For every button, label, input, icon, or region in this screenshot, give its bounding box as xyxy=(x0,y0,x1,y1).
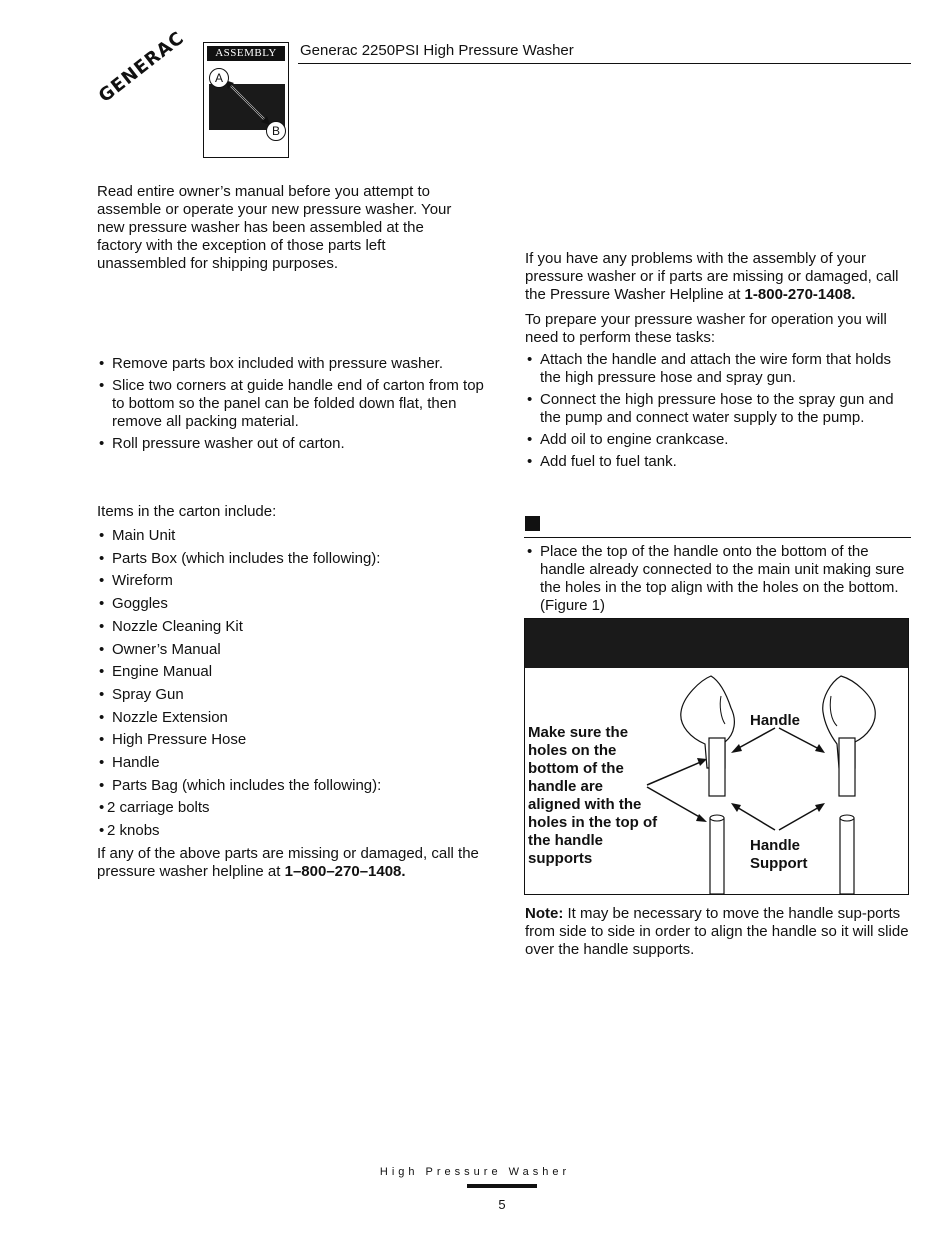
list-item: • Attach the handle and attach the wire form that holds the high pressure hose and spray gun. xyxy=(525,351,905,387)
callout-holes: Make sure the holes on the bottom of the handle are aligned with the holes in the top of the handle supports xyxy=(528,724,658,867)
list-item: • Remove parts box included with pressure washer. xyxy=(97,355,487,373)
footer-bar xyxy=(467,1184,537,1188)
helpline-phone: 1–800–270–1408. xyxy=(284,863,406,880)
assembly-icon-title: ASSEMBLY xyxy=(207,46,285,61)
header-rule xyxy=(298,63,911,64)
list-item: • Nozzle Cleaning Kit xyxy=(97,616,497,639)
list-item: • Owner’s Manual xyxy=(97,639,497,662)
note-text: It may be necessary to move the handle sup-ports from side to side in order to align the handle so it will slide over the handle supports. xyxy=(525,905,909,958)
assembly-arrow-icon xyxy=(204,43,290,159)
list-item: • Add oil to engine crankcase. xyxy=(525,431,905,449)
prepare-intro: To prepare your pressure washer for operation you will need to perform these tasks: xyxy=(525,311,887,346)
list-item: • Goggles xyxy=(97,593,497,616)
figure-1 xyxy=(524,618,909,895)
carton-list xyxy=(97,525,497,843)
problems-paragraph xyxy=(525,250,915,304)
list-item: • Connect the high pressure hose to the spray gun and the pump and connect water supply to the pump. xyxy=(525,391,905,427)
generac-logo: GENERAC xyxy=(94,27,189,107)
list-item: • Wireform xyxy=(97,570,497,593)
list-item: • Parts Box (which includes the following): xyxy=(97,548,497,571)
figure-header-bar xyxy=(525,619,908,668)
list-item: • Main Unit xyxy=(97,525,497,548)
carton-intro: Items in the carton include: xyxy=(97,503,277,520)
missing-parts-text: If any of the above parts are missing or damaged, call the pressure washer helpline at xyxy=(97,845,479,880)
list-item: • Add fuel to fuel tank. xyxy=(525,453,905,471)
list-item: • Roll pressure washer out of carton. xyxy=(97,435,487,453)
list-item: • Nozzle Extension xyxy=(97,707,497,730)
callout-handle-support: Handle Support xyxy=(750,837,808,872)
list-item: • 2 carriage bolts xyxy=(97,797,497,820)
label-b-circle: B xyxy=(266,121,286,141)
section-rule xyxy=(524,537,911,538)
label-a-circle: A xyxy=(209,68,229,88)
list-item: • Engine Manual xyxy=(97,661,497,684)
handle-illustration xyxy=(525,668,908,894)
intro-paragraph: Read entire owner’s manual before you attempt to assemble or operate your new pressure washer. Your new pressure washer has been assembled at the factory with the exception of those parts left unassembled for shipping purposes. xyxy=(97,183,452,272)
list-item: • 2 knobs xyxy=(97,820,497,843)
helpline-phone-right: 1-800-270-1408. xyxy=(744,286,856,303)
list-item: • Slice two corners at guide handle end of carton from top to bottom so the panel can be folded down flat, then remove all packing material. xyxy=(97,377,487,431)
list-item: • Spray Gun xyxy=(97,684,497,707)
footer-title: High Pressure Washer xyxy=(379,1166,571,1178)
page-header-title: Generac 2250PSI High Pressure Washer xyxy=(300,42,574,59)
missing-parts-paragraph xyxy=(97,845,492,881)
list-item: • High Pressure Hose xyxy=(97,729,497,752)
list-item: • Handle xyxy=(97,752,497,775)
section-marker xyxy=(525,516,540,531)
callout-handle: Handle xyxy=(750,712,801,729)
list-item: • Place the top of the handle onto the bottom of the handle already connected to the main unit making sure the holes in the top align with the holes on the bottom. (Figure 1) xyxy=(525,543,910,615)
tasks-list xyxy=(525,351,905,471)
list-item: • Parts Bag (which includes the following): xyxy=(97,775,497,798)
note-paragraph xyxy=(525,905,910,959)
page-number: 5 xyxy=(498,1197,506,1212)
handle-step-list xyxy=(525,543,910,615)
note-label: Note: xyxy=(525,905,564,922)
assembly-section-icon xyxy=(203,42,289,158)
unpack-list xyxy=(97,355,487,453)
problems-text: If you have any problems with the assembly of your pressure washer or if parts are missing or damaged, call the Pressure Washer Helpline at xyxy=(525,250,899,303)
